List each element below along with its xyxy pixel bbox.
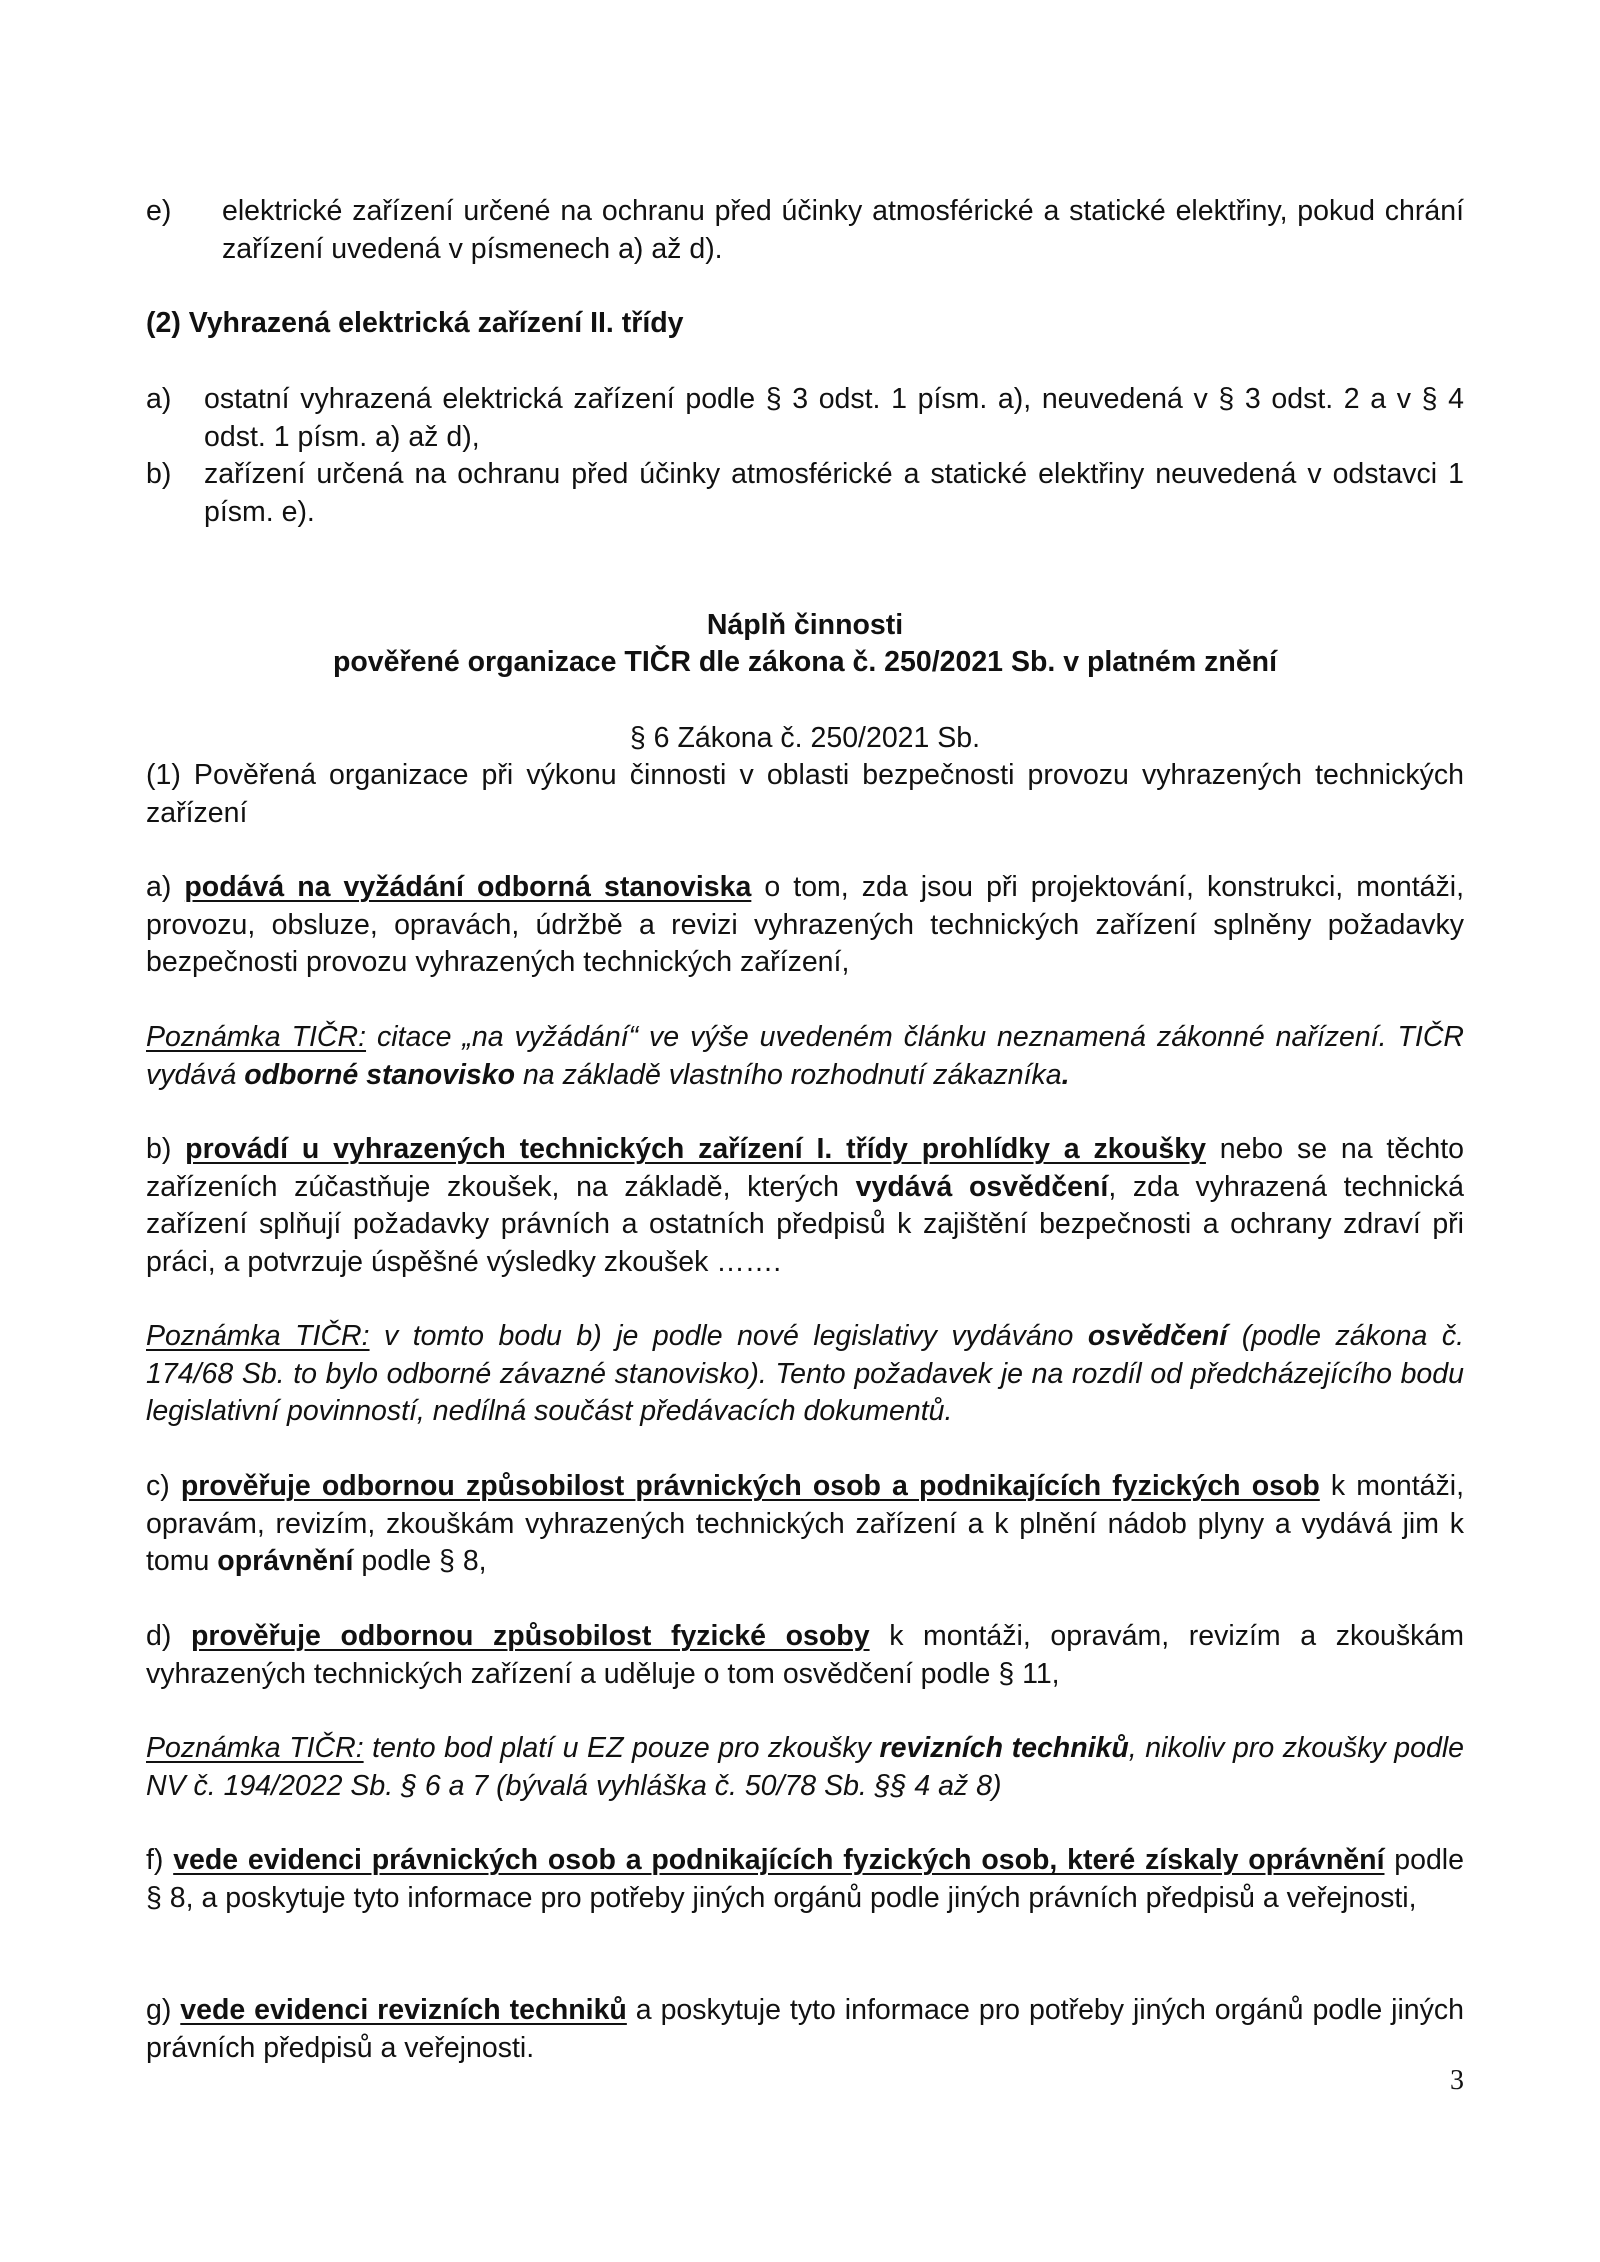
emphasis-text: vede evidenci právnických osob a podnikajících fyzických osob, které získaly oprávnění — [173, 1844, 1385, 1876]
emphasis-text: vydává osvědčení — [855, 1170, 1109, 1203]
note-emphasis: revizních techniků — [879, 1732, 1129, 1764]
list-label: a) — [146, 383, 172, 415]
paragraph-label: d) — [146, 1620, 191, 1652]
note-emphasis: osvědčení — [1087, 1320, 1228, 1352]
list-label: b) — [146, 458, 172, 490]
list-text: zařízení určená na ochranu před účinky atmosférické a statické elektřiny neuvedená v odstavci 1 písm. e). — [204, 458, 1464, 528]
list-label: e) — [146, 195, 172, 227]
list-text: elektrické zařízení určené na ochranu před účinky atmosférické a statické elektřiny, pokud chrání zařízení uvedená v písmenech a) až d). — [222, 195, 1464, 265]
note-paragraph-1 — [146, 1019, 1464, 1094]
paragraph-text: k montáži, opravám, revizím, zkouškám vyhrazených technických zařízení a k plnění nádob plyny a vydává jim k tomu — [146, 1470, 1465, 1577]
emphasis-text: prověřuje odbornou způsobilost fyzické osoby — [190, 1620, 870, 1652]
paragraph-c — [146, 1468, 1464, 1581]
note-prefix: Poznámka TIČR: — [146, 1320, 370, 1352]
note-text: na základě vlastního rozhodnutí zákazníka — [515, 1058, 1062, 1091]
page-number: 3 — [1450, 2065, 1464, 2096]
paragraph-text: , zda vyhrazená technická zařízení splňují požadavky právních a ostatních předpisů k zajištění bezpečnosti a ochrany zdraví při práci, a potvrzuje úspěšné výsledky zkoušek ……. — [146, 1170, 1464, 1278]
note-prefix: Poznámka TIČR: — [146, 1732, 364, 1764]
emphasis-text: oprávnění — [217, 1545, 354, 1577]
paragraph-label: f) — [146, 1844, 174, 1876]
list-item-b — [146, 456, 1464, 532]
note-paragraph-3 — [146, 1730, 1464, 1805]
paragraph-text: o tom, zda jsou při projektování, konstrukci, montáži, provozu, obsluze, opravách, údržbě a revizi vyhrazených technických zařízení splněny požadavky bezpečnosti provozu vyhrazených technických zařízení, — [146, 871, 1464, 978]
note-text: citace „na vyžádání“ ve výše uvedeném článku neznamená zákonné nařízení. TIČR vydává — [146, 1021, 1465, 1091]
document-title: Náplň činnosti — [706, 609, 904, 641]
law-reference: § 6 Zákona č. 250/2021 Sb. — [629, 722, 981, 754]
document-subtitle: pověřené organizace TIČR dle zákona č. 250/2021 Sb. v platném znění — [332, 646, 1277, 678]
paragraph-text: nebo se na těchto zařízeních zúčastňuje zkoušek, na základě, kterých — [146, 1133, 1465, 1203]
paragraph-g — [146, 1992, 1464, 2067]
paragraph-label: c) — [146, 1470, 181, 1502]
paragraph-d — [146, 1618, 1464, 1693]
paragraph-text: podle § 8, a poskytuje tyto informace pro potřeby jiných orgánů podle jiných právních předpisů a veřejnosti, — [146, 1844, 1464, 1914]
emphasis-text: podává na vyžádání odborná stanoviska — [184, 871, 752, 903]
note-text: , nikoliv pro zkoušky podle NV č. 194/2022 Sb. § 6 a 7 (bývalá vyhláška č. 50/78 Sb. §§ 4 až 8) — [146, 1732, 1465, 1802]
note-prefix: Poznámka TIČR: — [146, 1021, 367, 1053]
paragraph-text: podle § 8, — [353, 1545, 487, 1577]
intro-paragraph: (1) Pověřená organizace při výkonu činnosti v oblasti bezpečnosti provozu vyhrazených technických zařízení — [146, 759, 1464, 829]
note-end: . — [1061, 1058, 1070, 1091]
list-item-a — [146, 381, 1464, 457]
list-text: ostatní vyhrazená elektrická zařízení podle § 3 odst. 1 písm. a), neuvedená v § 3 odst. 2 a v § 4 odst. 1 písm. a) až d), — [204, 383, 1464, 453]
paragraph-text: a poskytuje tyto informace pro potřeby jiných orgánů podle jiných právních předpisů a veřejnosti. — [146, 1994, 1464, 2064]
note-paragraph-2 — [146, 1318, 1464, 1431]
paragraph-label: b) — [146, 1133, 186, 1165]
paragraph-label: a) — [146, 871, 185, 903]
list-item-e — [146, 193, 1464, 269]
note-text: tento bod platí u EZ pouze pro zkoušky — [363, 1732, 880, 1764]
section-heading: (2) Vyhrazená elektrická zařízení II. třídy — [146, 307, 684, 339]
emphasis-text: provádí u vyhrazených technických zařízení I. třídy prohlídky a zkoušky — [185, 1133, 1206, 1165]
paragraph-b — [146, 1131, 1464, 1281]
emphasis-text: vede evidenci revizních techniků — [180, 1994, 627, 2026]
note-text: (podle zákona č. 174/68 Sb. to bylo odborné závazné stanovisko). Tento požadavek je na rozdíl od předcházejícího bodu legislativní povinností, nedílná součást předávacích dokumentů. — [146, 1320, 1464, 1427]
paragraph-a — [146, 869, 1464, 982]
paragraph-f — [146, 1842, 1464, 1917]
emphasis-text: prověřuje odbornou způsobilost právnických osob a podnikajících fyzických osob — [180, 1470, 1320, 1502]
note-emphasis: odborné stanovisko — [244, 1058, 516, 1091]
paragraph-text: k montáži, opravám, revizím a zkouškám vyhrazených technických zařízení a uděluje o tom osvědčení podle § 11, — [146, 1620, 1464, 1690]
paragraph-label: g) — [146, 1994, 181, 2026]
note-text: v tomto bodu b) je podle nové legislativy vydáváno — [369, 1320, 1088, 1352]
